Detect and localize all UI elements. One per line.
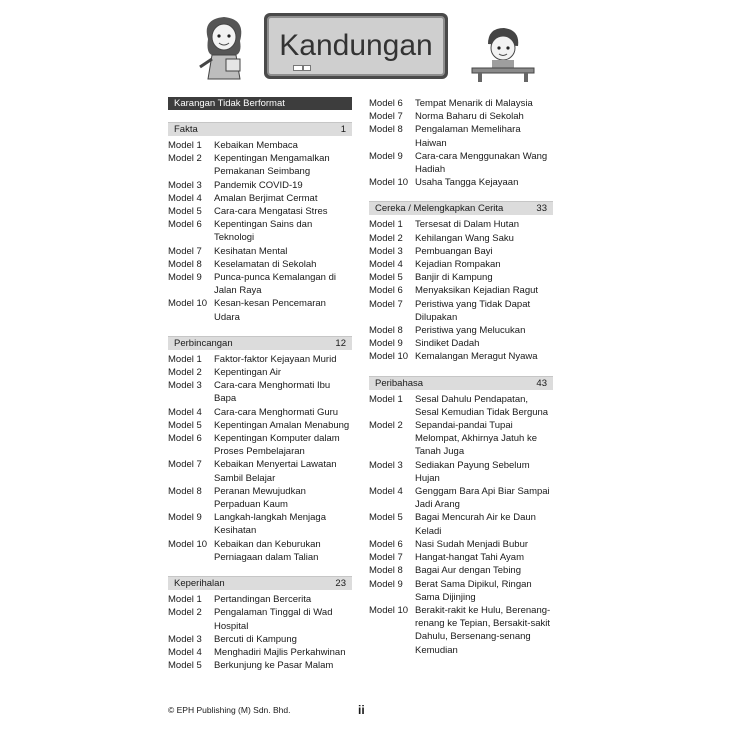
toc-entry[interactable]: Model 8 Peranan Mewujudkan Perpaduan Kaum: [168, 485, 306, 511]
section-page: 43: [536, 377, 547, 389]
toc-entry[interactable]: Model 3 Sediakan Payung Sebelum Hujan: [369, 459, 530, 484]
toc-entry[interactable]: Model 4 Menghadiri Majlis Perkahwinan: [168, 646, 346, 658]
girl-illustration: [194, 13, 254, 81]
section-name: Cereka / Melengkapkan Cerita: [375, 203, 504, 215]
section-name: Peribahasa: [375, 377, 424, 389]
toc-entry[interactable]: Model 3 Bercuti di Kampung: [168, 633, 297, 645]
toc-entry[interactable]: Model 10 Kebaikan dan Keburukan Perniagaan dalam Talian: [168, 538, 321, 563]
toc-entry[interactable]: Model 1 Kebaikan Membaca: [168, 140, 298, 151]
toc-entry[interactable]: Model 1 Faktor-faktor Kejayaan Murid: [168, 353, 337, 365]
toc-entry[interactable]: Model 3 Cara-cara Menghormati Ibu Bapa: [168, 380, 331, 405]
toc-entry[interactable]: Model 10 Usaha Tangga Kejayaan: [369, 177, 519, 189]
toc-entry[interactable]: Model 2 Kepentingan Air: [168, 367, 282, 379]
toc-entry[interactable]: Model 4 Cara-cara Menghormati Guru: [168, 406, 339, 418]
section-page: 23: [335, 578, 346, 590]
chalk-icon: [293, 65, 303, 71]
toc-entry[interactable]: Model 5 Banjir di Kampung: [369, 272, 493, 284]
chalk-icon: [303, 65, 311, 71]
title-chalkboard: [264, 13, 448, 79]
section-name: Keperihalan: [174, 578, 225, 590]
toc-entry[interactable]: Model 3 Pandemik COVID-19: [168, 179, 303, 191]
toc-entry[interactable]: Model 7 Kebaikan Menyertai Lawatan Sambil Belajar: [168, 459, 337, 484]
toc-right-column: [369, 97, 553, 657]
toc-entry[interactable]: Model 8 Bagai Aur dengan Tebing: [369, 565, 521, 577]
toc-entry[interactable]: Model 8 Pengalaman Memelihara Haiwan: [369, 124, 521, 149]
toc-entry[interactable]: Model 9 Langkah-langkah Menjaga Kesihatan: [168, 512, 326, 537]
toc-entry[interactable]: Model 2 Sepandai-pandai Tupai Melompat, Akhirnya Jatuh ke Tanah Juga: [369, 420, 537, 458]
toc-entry[interactable]: Model 9 Berat Sama Dipikul, Ringan Sama Dijinjing: [369, 578, 532, 603]
toc-entry[interactable]: Model 8 Keselamatan di Sekolah: [168, 258, 317, 270]
toc-entry[interactable]: Model 10 Kesan-kesan Pencemaran Udara: [168, 298, 326, 323]
toc-entry[interactable]: Model 5 Cara-cara Mengatasi Stres: [168, 206, 328, 218]
toc-entry[interactable]: Model 9 Punca-punca Kemalangan di Jalan Raya: [168, 272, 337, 297]
toc-entry[interactable]: Model 1 Sesal Dahulu Pendapatan, Sesal Kemudian Tidak Berguna: [369, 393, 549, 418]
section-page: 12: [335, 337, 346, 349]
toc-entry[interactable]: Model 4 Amalan Berjimat Cermat: [168, 192, 318, 204]
toc-entry[interactable]: Model 7 Peristiwa yang Tidak Dapat Dilupakan: [369, 298, 531, 323]
boy-illustration: [468, 26, 538, 82]
section-name: Fakta: [174, 124, 198, 135]
section-header-peribahasa[interactable]: [369, 376, 553, 390]
toc-entry[interactable]: Model 5 Bagai Mencurah Air ke Daun Keladi: [369, 512, 536, 537]
toc-entry[interactable]: Model 7 Norma Baharu di Sekolah: [369, 111, 524, 123]
toc-entry[interactable]: Model 6 Kepentingan Komputer dalam Proses Pembelajaran: [168, 433, 340, 458]
toc-entry[interactable]: Model 3 Pembuangan Bayi: [369, 245, 493, 257]
toc-entry[interactable]: Model 4 Kejadian Rompakan: [369, 259, 501, 271]
toc-entry[interactable]: Model 6 Kepentingan Sains dan Teknologi: [168, 219, 313, 244]
toc-entry[interactable]: Model 1 Pertandingan Bercerita: [168, 594, 312, 606]
toc-entry[interactable]: Model 9 Sindiket Dadah: [369, 338, 480, 350]
toc-entry[interactable]: Model 1 Tersesat di Dalam Hutan: [369, 219, 520, 231]
toc-entry[interactable]: Model 7 Hangat-hangat Tahi Ayam: [369, 552, 524, 564]
toc-entry[interactable]: Model 10 Kemalangan Meragut Nyawa: [369, 351, 538, 363]
section-page: 1: [340, 124, 346, 135]
toc-entry[interactable]: Model 4 Genggam Bara Api Biar Sampai Jadi Arang: [369, 486, 550, 511]
toc-entry[interactable]: Model 9 Cara-cara Menggunakan Wang Hadiah: [369, 150, 548, 176]
toc-entry[interactable]: Model 8 Peristiwa yang Melucukan: [369, 325, 526, 337]
toc-entry[interactable]: Model 5 Berkunjung ke Pasar Malam: [168, 660, 334, 672]
section-header-keperihalan[interactable]: [168, 576, 352, 590]
toc-entry[interactable]: Model 2 Kehilangan Wang Saku: [369, 232, 514, 244]
section-page: 33: [536, 203, 547, 215]
toc-banner: Karangan Tidak Berformat: [168, 97, 352, 110]
section-header-cereka[interactable]: [369, 201, 553, 215]
toc-entry[interactable]: Model 6 Menyaksikan Kejadian Ragut: [369, 285, 539, 297]
toc-entry[interactable]: Model 2 Kepentingan Mengamalkan Pemakanan Seimbang: [168, 153, 330, 178]
toc-entry[interactable]: Model 5 Kepentingan Amalan Menabung: [168, 419, 350, 431]
toc-entry[interactable]: Model 6 Nasi Sudah Menjadi Bubur: [369, 538, 529, 550]
section-header-perbincangan[interactable]: [168, 336, 352, 350]
page-title: Kandungan: [279, 29, 433, 62]
toc-entry[interactable]: Model 2 Pengalaman Tinggal di Wad Hospital: [168, 607, 333, 632]
page-number: ii: [358, 703, 365, 717]
toc-entry[interactable]: Model 10 Berakit-rakit ke Hulu, Berenang-renang ke Tepian, Bersakit-sakit Dahulu, Bersenang-senang Kemudian: [369, 604, 551, 656]
toc-left-column: [168, 97, 352, 672]
toc-entry[interactable]: Model 6 Tempat Menarik di Malaysia: [369, 98, 533, 109]
toc-entry[interactable]: Model 7 Kesihatan Mental: [168, 245, 288, 257]
section-name: Perbincangan: [174, 337, 233, 349]
section-header-fakta[interactable]: [168, 122, 352, 136]
publisher-credit: © EPH Publishing (M) Sdn. Bhd.: [168, 705, 291, 715]
